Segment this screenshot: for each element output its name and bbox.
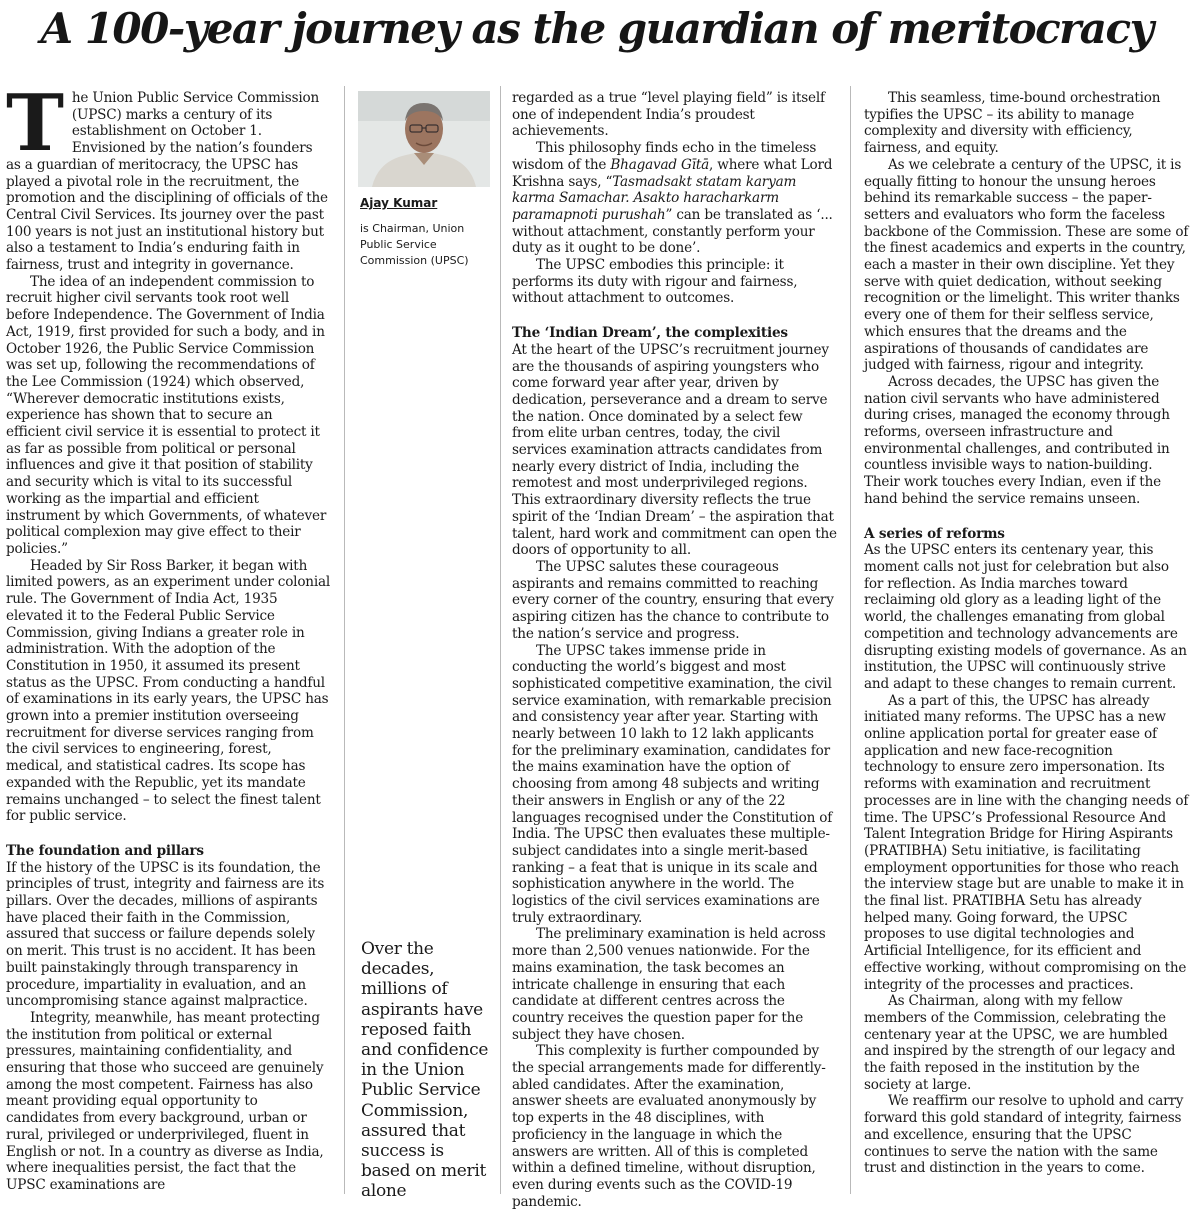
- section-heading: The foundation and pillars: [6, 842, 204, 859]
- pull-quote: Over the decades, millions of aspirants have reposed faith and confidence in the Union Public Service Commission, assured that success is based on merit alone: [361, 939, 489, 1202]
- drop-cap: T: [6, 78, 64, 169]
- paragraph: As we celebrate a century of the UPSC, it is equally fitting to honour the unsung heroes behind its remarkable success – the paper-setters and evaluators who form the faceless backbone of the Commission. These are some of the finest academics and experts in the country, each a master in their own discipline. Yet they serve with quiet dedication, without seeking recognition or the limelight. This writer thanks every one of them for their selfless service, which ensures that the dreams and the aspirations of thousands of candidates are judged with fairness, rigour and integrity.: [864, 156, 1189, 374]
- author-description: is Chairman, Union Public Service Commission (UPSC): [360, 222, 469, 267]
- article-column-1: [6, 78, 331, 1194]
- paragraph: regarded as a true “level playing field” is itself one of independent India’s proudest achievements.: [512, 90, 825, 140]
- article-column-4: [864, 90, 1189, 1177]
- column-divider: [344, 86, 345, 1194]
- article-column-3: [512, 90, 837, 1210]
- paragraph: The UPSC embodies this principle: it performs its duty with rigour and fairness, without attachment to outcomes.: [512, 257, 798, 307]
- section-heading: The ‘Indian Dream’, the complexities: [512, 325, 788, 342]
- paragraph: The UPSC salutes these courageous aspirants and remains committed to reaching every corner of the country, ensuring that every aspiring citizen has the chance to contribute to the nation’s service and progress.: [512, 558, 834, 642]
- paragraph: This complexity is further compounded by the special arrangements made for differently-abled candidates. After the examination, answer sheets are evaluated anonymously by top experts in the 48 disciplines, with proficiency in the language in which the answers are written. All of this is completed within a defined timeline, without disruption, even during events such as the COVID-19 pandemic.: [512, 1043, 826, 1210]
- section-heading: A series of reforms: [864, 525, 1005, 542]
- paragraph: Integrity, meanwhile, has meant protecting the institution from political or external pressures, maintaining confidentiality, and ensuring that those who succeed are genuinely among the most competent. Fairness has also meant providing equal opportunity to candidates from every background, urban or rural, privileged or underprivileged, fluent in English or not. In a country as diverse as India, where inequalities persist, the fact that the UPSC examinations are: [6, 1009, 324, 1193]
- author-photo: [358, 91, 490, 187]
- paragraph: We reaffirm our resolve to uphold and carry forward this gold standard of integrity, fairness and excellence, ensuring that the UPSC continues to serve the nation with the same trust and distinction in the years to come.: [864, 1093, 1184, 1177]
- opening-paragraph: The Union Public Service Commission (UPSC) marks a century of its establishment on October 1. Envisioned by the nation’s founders as a guardian of meritocracy, the UPSC has played a pivotal role in the recruitment, the promotion and the disciplining of officials of the Central Civil Services. Its journey over the past 100 years is not just an institutional history but also a testament to India’s enduring faith in fairness, trust and integrity in governance.: [6, 78, 328, 274]
- paragraph: At the heart of the UPSC’s recruitment journey are the thousands of aspiring youngsters who come forward year after year, driven by dedication, perseverance and a dream to serve the nation. Once dominated by a select few from elite urban centres, today, the civil services examination attracts candidates from nearly every district of India, including the remotest and most underprivileged regions. This extraordinary diversity reflects the true spirit of the ‘Indian Dream’ – the aspiration that talent, hard work and commitment can open the doors of opportunity to all.: [512, 341, 837, 559]
- paragraph: As a part of this, the UPSC has already initiated many reforms. The UPSC has a new online application portal for greater ease of application and new face-recognition technology to ensure zero impersonation. Its reforms with examination and recruitment processes are in line with the changing needs of time. The UPSC’s Professional Resource And Talent Integration Bridge for Hiring Aspirants (PRATIBHA) Setu initiative, is facilitating employment opportunities for those who reach the interview stage but are unable to make it in the final list. PRATIBHA Setu has already helped many. Going forward, the UPSC proposes to use digital technologies and Artificial Intelligence, for its efficient and effective working, without compromising on the integrity of the processes and practices.: [864, 692, 1189, 993]
- paragraph: Headed by Sir Ross Barker, it began with limited powers, as an experiment under colonial rule. The Government of India Act, 1935 elevated it to the Federal Public Service Commission, giving Indians a greater role in administration. With the adoption of the Constitution in 1950, it assumed its present status as the UPSC. From conducting a handful of examinations in its early years, the UPSC has grown into a premier institution overseeing recruitment for diverse services ranging from the civil services to engineering, forest, medical, and statistical cadres. Its scope has expanded with the Republic, yet its mandate remains unchanged – to select the finest talent for public service.: [6, 557, 331, 825]
- paragraph: The idea of an independent commission to recruit higher civil servants took root well before Independence. The Government of India Act, 1919, first provided for such a body, and in October 1926, the Public Service Commission was set up, following the recommendations of the Lee Commission (1924) which observed, “Wherever democratic institutions exists, experience has shown that to secure an efficient civil service it is essential to protect it as far as possible from political or personal influences and give it that position of stability and security which is vital to its successful working as the impartial and efficient instrument by which Governments, of whatever political complexion may give effect to their policies.”: [6, 273, 327, 557]
- author-portrait-icon: [358, 91, 490, 187]
- paragraph: The preliminary examination is held across more than 2,500 venues nationwide. For the mains examination, the task becomes an intricate challenge in ensuring that each candidate at different centres across the country receives the question paper for the subject they have chosen.: [512, 926, 826, 1043]
- column-divider: [850, 86, 851, 1194]
- paragraph: Across decades, the UPSC has given the nation civil servants who have administered during crises, managed the economy through reforms, overseen infrastructure and environmental challenges, and contributed in countless invisible ways to nation-building. Their work touches every Indian, even if the hand behind the service remains unseen.: [864, 373, 1170, 507]
- paragraph: As Chairman, along with my fellow members of the Commission, celebrating the centenary year at the UPSC, we are humbled and inspired by the strength of our legacy and the faith reposed in the institution by the society at large.: [864, 993, 1176, 1093]
- paragraph: This philosophy finds echo in the timeless wisdom of the Bhagavad Gītā, where what Lord Krishna says, “Tasmadsakt statam karyam karma Samachar. Asakto haracharkarm paramapnoti purushah” can be translated as ‘... without attachment, constantly perform your duty as it ought to be done’.: [512, 140, 833, 257]
- paragraph: The UPSC takes immense pride in conducting the world’s biggest and most sophisticated competitive examination, the civil service examination, with remarkable precision and consistency year after year. Starting with nearly between 10 lakh to 12 lakh applicants for the preliminary examination, candidates for the mains examination have the option of choosing from among 48 subjects and writing their answers in English or any of the 22 languages recognised under the Constitution of India. The UPSC then evaluates these multiple-subject candidates into a single merit-based ranking – a feat that is unique in its scale and sophistication anywhere in the world. The logistics of the civil services examinations are truly extraordinary.: [512, 642, 833, 926]
- paragraph: This seamless, time-bound orchestration typifies the UPSC – its ability to manage complexity and diversity with efficiency, fairness, and equity.: [864, 90, 1161, 157]
- column-divider: [500, 86, 501, 1194]
- headline: A 100-year journey as the guardian of meritocracy: [40, 4, 1153, 53]
- paragraph: As the UPSC enters its centenary year, this moment calls not just for celebration but also for reflection. As India marches toward reclaiming old glory as a leading light of the world, the challenges emanating from global competition and technology advancements are disrupting existing models of governance. As an institution, the UPSC will continuously strive and adapt to these changes to remain current.: [864, 542, 1187, 692]
- author-name: Ajay Kumar: [360, 196, 438, 210]
- paragraph: If the history of the UPSC is its foundation, the principles of trust, integrity and fairness are its pillars. Over the decades, millions of aspirants have placed their faith in the Commission, assured that success or failure depends solely on merit. This trust is no accident. It has been built painstakingly through transparency in procedure, impartiality in evaluation, and an uncompromising stance against malpractice.: [6, 859, 325, 1010]
